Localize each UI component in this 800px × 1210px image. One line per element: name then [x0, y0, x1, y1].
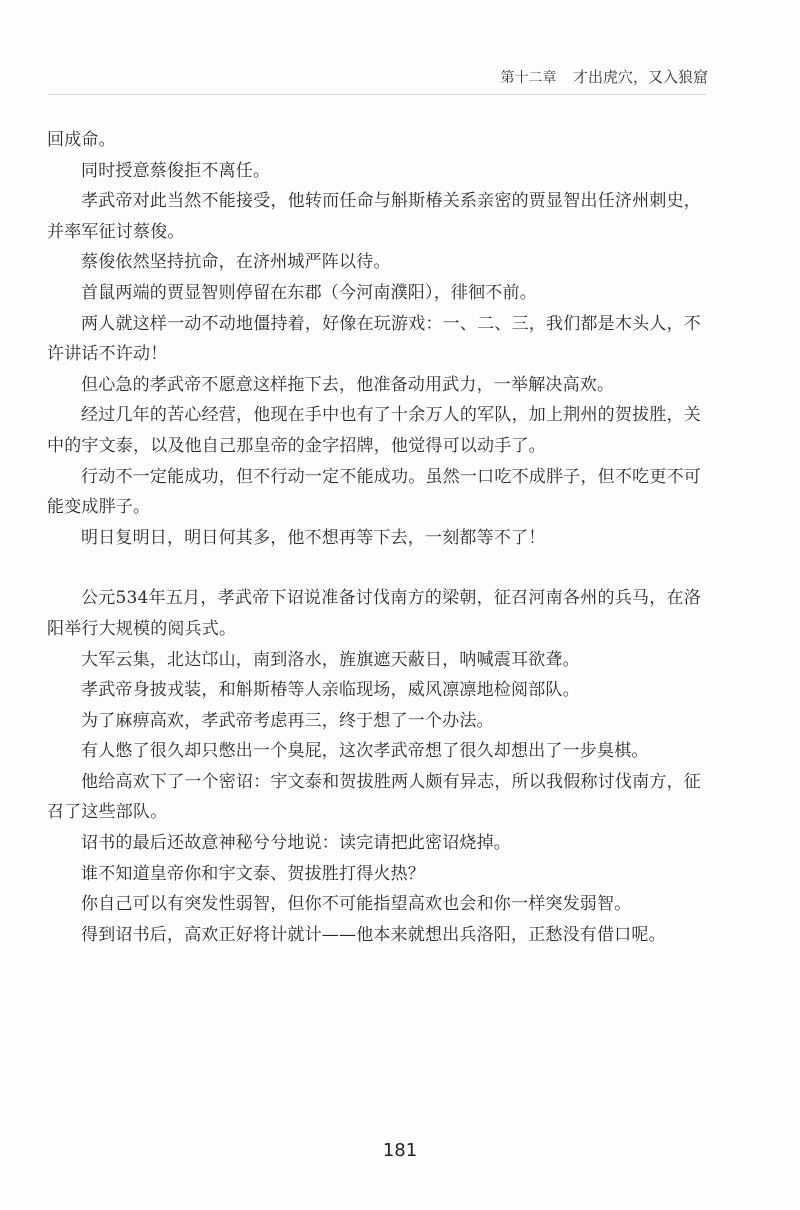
paragraph: 诏书的最后还故意神秘兮兮地说：读完请把此密诏烧掉。	[81, 833, 511, 854]
paragraph: 公元534年五月，孝武帝下诏说准备讨伐南方的梁朝，征召河南各州的兵马，在洛阳举行大规模的阅兵式。	[47, 588, 701, 639]
paragraph: 你自己可以有突发性弱智，但你不可能指望高欢也会和你一样突发弱智。	[81, 894, 632, 915]
paragraph: 大军云集，北达邙山，南到洛水，旌旗遮天蔽日，呐喊震耳欲聋。	[81, 649, 580, 670]
paragraph: 两人就这样一动不动地僵持着，好像在玩游戏：一、二、三，我们都是木头人，不许讲话不许动！	[47, 313, 701, 365]
chapter-number: 第十二章	[500, 70, 557, 86]
page-number: 181	[382, 1140, 418, 1161]
paragraph: 孝武帝对此当然不能接受，他转而任命与斛斯椿关系亲密的贾显智出任济州刺史，并率军征讨蔡俊。	[47, 191, 701, 242]
paragraph: 蔡俊依然坚持抗命，在济州城严阵以待。	[81, 252, 391, 273]
paragraph: 他给高欢下了一个密诏：宇文泰和贺拔胜两人颇有异志，所以我假称讨伐南方，征召了这些部队。	[47, 771, 701, 823]
section-break	[47, 553, 701, 583]
paragraph: 明日复明日，明日何其多，他不想再等下去，一刻都等不了！	[81, 527, 546, 548]
body-text	[47, 125, 701, 950]
running-header	[501, 66, 708, 87]
paragraph: 回成命。	[47, 130, 116, 150]
header-divider	[48, 94, 706, 95]
paragraph: 有人憋了很久却只憋出一个臭屁，这次孝武帝想了很久却想出了一步臭棋。	[81, 741, 649, 762]
paragraph: 行动不一定能成功，但不行动一定不能成功。虽然一口吃不成胖子，但不吃更不可能变成胖子。	[47, 466, 701, 518]
paragraph: 首鼠两端的贾显智则停留在东郡（今河南濮阳），徘徊不前。	[81, 282, 537, 303]
paragraph: 得到诏书后，高欢正好将计就计——他本来就想出兵洛阳，正愁没有借口呢。	[81, 924, 666, 945]
paragraph: 孝武帝身披戎装，和斛斯椿等人亲临现场，威风凛凛地检阅部队。	[81, 680, 580, 701]
paragraph: 同时授意蔡俊拒不离任。	[81, 160, 271, 181]
chapter-title: 才出虎穴，又入狼窟	[572, 68, 708, 86]
paragraph: 经过几年的苦心经营，他现在手中也有了十余万人的军队，加上荆州的贺拔胜，关中的宇文泰，以及他自己那皇帝的金字招牌，他觉得可以动手了。	[47, 405, 701, 456]
paragraph: 但心急的孝武帝不愿意这样拖下去，他准备动用武力，一举解决高欢。	[81, 374, 615, 395]
paragraph: 为了麻痹高欢，孝武帝考虑再三，终于想了一个办法。	[81, 710, 494, 731]
paragraph: 谁不知道皇帝你和宇文泰、贺拔胜打得火热？	[81, 863, 425, 884]
